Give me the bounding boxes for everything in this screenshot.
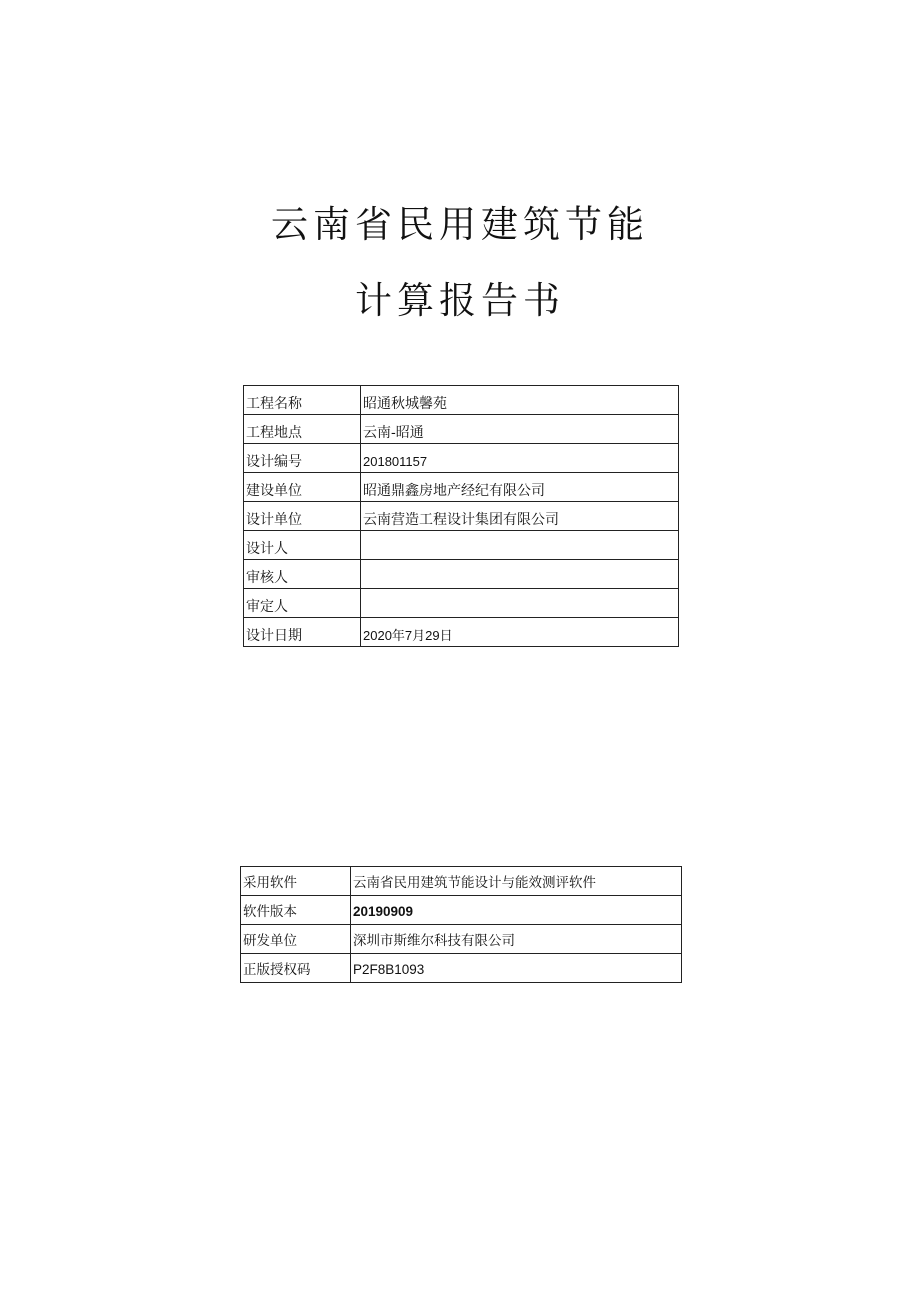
- developer-value: 深圳市斯维尔科技有限公司: [351, 925, 682, 954]
- project-name-label: 工程名称: [244, 386, 361, 415]
- project-location-label: 工程地点: [244, 415, 361, 444]
- table-row: [244, 444, 679, 473]
- table-row: [244, 618, 679, 647]
- table-row: [241, 896, 682, 925]
- approver-value: [361, 589, 679, 618]
- designer-label: 设计人: [244, 531, 361, 560]
- design-number-value: 201801157: [361, 444, 679, 473]
- owner-unit-label: 建设单位: [244, 473, 361, 502]
- project-name-value: 昭通秋城馨苑: [361, 386, 679, 415]
- developer-label: 研发单位: [241, 925, 351, 954]
- reviewer-value: [361, 560, 679, 589]
- software-name-label: 采用软件: [241, 867, 351, 896]
- table-row: [244, 473, 679, 502]
- report-title-line-1: 云南省民用建筑节能: [271, 203, 649, 246]
- license-code-label: 正版授权码: [241, 954, 351, 983]
- design-date-label: 设计日期: [244, 618, 361, 647]
- reviewer-label: 审核人: [244, 560, 361, 589]
- project-info-table: [243, 385, 679, 647]
- approver-label: 审定人: [244, 589, 361, 618]
- designer-value: [361, 531, 679, 560]
- design-unit-value: 云南营造工程设计集团有限公司: [361, 502, 679, 531]
- report-title-line-2: 计算报告书: [355, 279, 565, 322]
- table-row: [244, 502, 679, 531]
- table-row: [244, 531, 679, 560]
- table-row: [241, 925, 682, 954]
- table-row: [244, 386, 679, 415]
- table-row: [241, 954, 682, 983]
- software-name-value: 云南省民用建筑节能设计与能效测评软件: [351, 867, 682, 896]
- table-row: [244, 560, 679, 589]
- owner-unit-value: 昭通鼎鑫房地产经纪有限公司: [361, 473, 679, 502]
- project-location-value: 云南-昭通: [361, 415, 679, 444]
- table-row: [241, 867, 682, 896]
- table-row: [244, 589, 679, 618]
- software-version-label: 软件版本: [241, 896, 351, 925]
- software-version-value: 20190909: [351, 896, 682, 925]
- license-code-value: P2F8B1093: [351, 954, 682, 983]
- design-unit-label: 设计单位: [244, 502, 361, 531]
- design-date-value: 2020年7月29日: [361, 618, 679, 647]
- design-number-label: 设计编号: [244, 444, 361, 473]
- software-info-table: [240, 866, 682, 983]
- table-row: [244, 415, 679, 444]
